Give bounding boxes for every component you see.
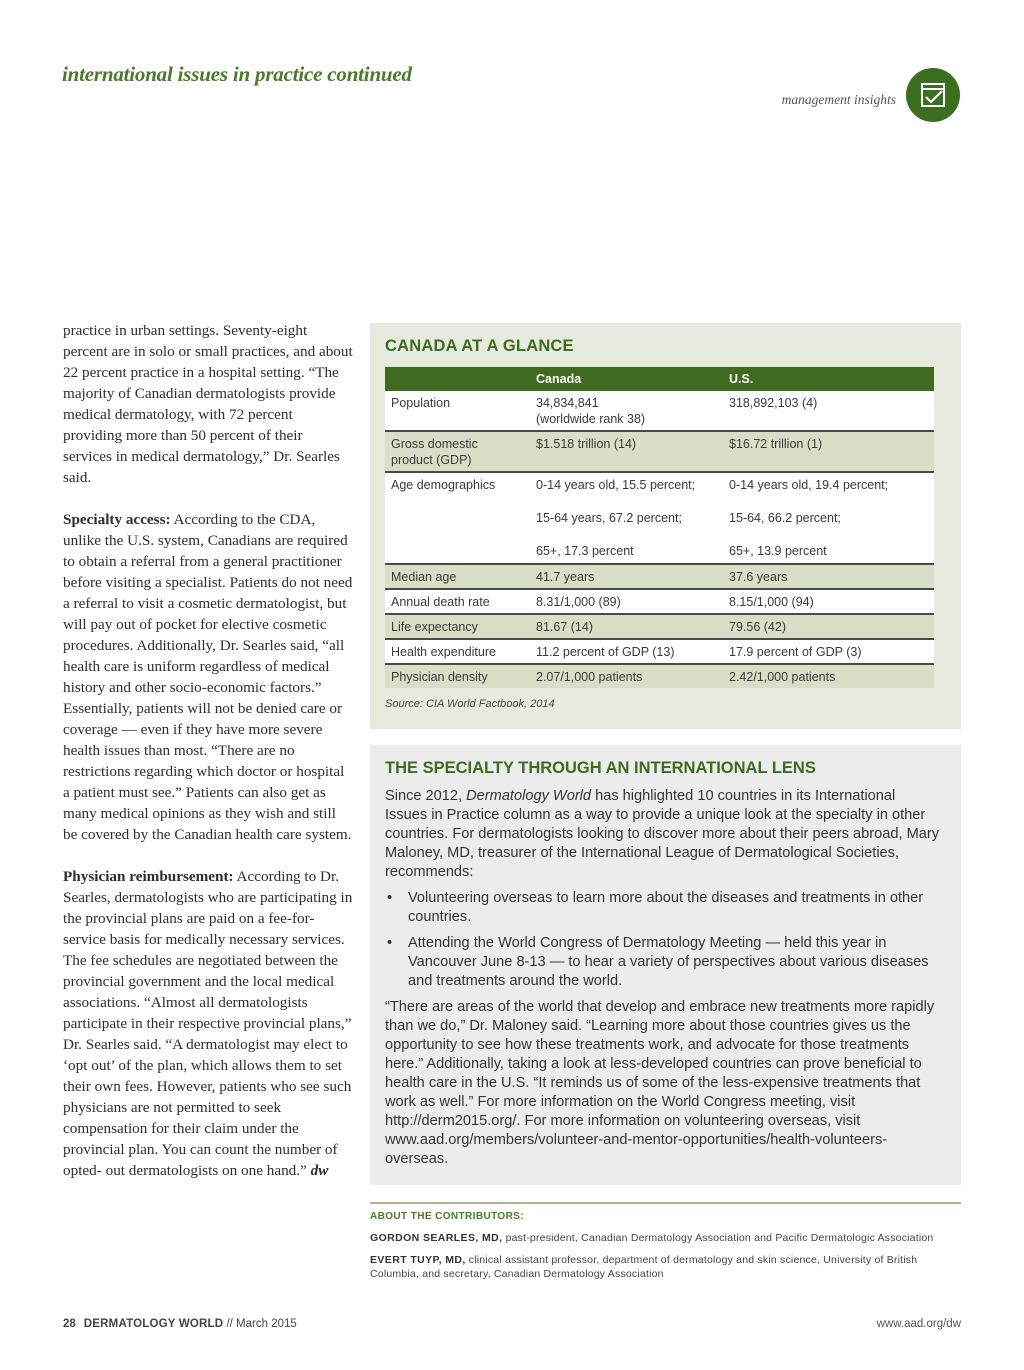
recommendation-list [385, 889, 940, 991]
list-item: • Attending the World Congress of Dermatology Meeting — held this year in Vancouver June 8-13 — to hear a variety of perspectives about various diseases and treatments around the world. [385, 934, 940, 991]
row-label: Health expenditure [385, 639, 530, 664]
contributor-entry: EVERT TUYP, MD, clinical assistant professor, department of dermatology and skin science, University of British Columbia, and secretary, Canadian Dermatology Association [370, 1254, 918, 1280]
canada-value: 2.07/1,000 patients [530, 664, 723, 688]
canada-value: 34,834,841 (worldwide rank 38) [530, 391, 723, 431]
us-value: 2.42/1,000 patients [723, 664, 934, 688]
publication-name: Dermatology World [466, 788, 592, 804]
lens-quote: “There are areas of the world that develop and embrace new treatments more rapidly than we do,” Dr. Maloney said. “Learning more about those countries gives us the opportunity to see how these treatments work, and advocate for those treatments here.” Additionally, taking a look at less-developed countries can prove beneficial to health care in the U.S. “It reminds us of some of the less-expensive treatments that work as well.” For more information on the World Congress meeting, visit http://derm2015.org/. For more information on volunteering overseas, visit www.aad.org/members/volunteer-and-mentor-opportunities/health-volunteers-overseas. [385, 999, 935, 1167]
us-value: 318,892,103 (4) [723, 391, 934, 431]
table-header-us: U.S. [723, 367, 934, 391]
table-header-blank [385, 367, 530, 391]
list-item: • Volunteering overseas to learn more about the diseases and treatments in other countries. [385, 889, 940, 927]
checklist-icon [906, 68, 960, 122]
article-body [63, 320, 353, 1202]
canada-value: 0-14 years old, 15.5 percent; 15-64 years, 67.2 percent; 65+, 17.3 percent [530, 472, 723, 564]
us-value: 8.15/1,000 (94) [723, 589, 934, 614]
us-value: 37.6 years [723, 564, 934, 589]
canada-value: $1.518 trillion (14) [530, 431, 723, 472]
us-value: 17.9 percent of GDP (3) [723, 639, 934, 664]
table-row [385, 639, 934, 664]
page-number: 28 [63, 1318, 76, 1330]
lens-title: THE SPECIALTY THROUGH AN INTERNATIONAL LENS [385, 759, 816, 777]
footer-left [63, 1318, 297, 1330]
contributor-entry: GORDON SEARLES, MD, past-president, Canadian Dermatology Association and Pacific Dermatologic Association [370, 1232, 934, 1244]
row-label: Age demographics [385, 472, 530, 564]
row-label: Life expectancy [385, 614, 530, 639]
article-paragraph: practice in urban settings. Seventy-eight percent are in solo or small practices, and about 22 percent practice in a hospital setting. “The majority of Canadian dermatologists provide medical dermatology, with 72 percent providing more than 50 percent of their services in medical dermatology,” Dr. Searles said. [63, 322, 353, 486]
paragraph-text: According to the CDA, unlike the U.S. system, Canadians are required to obtain a referral from a general practitioner before visiting a specialist. Patients do not need a referral to visit a cosmetic dermatologist, but will pay out of pocket for elective cosmetic procedures. Additionally, Dr. Searles said, “all health care is uniform regardless of medical history and other socio-economic factors.” Essentially, patients will not be denied care or coverage — even if they have more severe health issues than most. “There are no restrictions regarding which doctor or hospital a patient must see.” Patients can also get as many medical opinions as they wish and still be covered by the Canadian health care system. [63, 511, 353, 843]
section-title: international issues in practice continued [62, 62, 412, 86]
row-label: Median age [385, 564, 530, 589]
article-paragraph [63, 509, 353, 845]
glance-title: CANADA AT A GLANCE [385, 337, 574, 355]
us-value: $16.72 trillion (1) [723, 431, 934, 472]
canada-value: 81.67 (14) [530, 614, 723, 639]
paragraph-lead: Physician reimbursement: [63, 868, 234, 885]
end-mark: dw [310, 1162, 329, 1179]
table-row [385, 431, 934, 472]
row-label: Annual death rate [385, 589, 530, 614]
table-row [385, 391, 934, 431]
table-row [385, 664, 934, 688]
management-insights-badge [906, 68, 960, 122]
table-row [385, 614, 934, 639]
international-lens-box [370, 745, 961, 1185]
table-row [385, 472, 934, 564]
table-row [385, 589, 934, 614]
canada-value: 41.7 years [530, 564, 723, 589]
article-paragraph [63, 866, 353, 1181]
section-subtitle: management insights [781, 92, 896, 107]
divider [370, 1202, 961, 1204]
lens-intro: Since 2012, Dermatology World has highlighted 10 countries in its International Issues in Practice column as a way to provide a unique look at the specialty in other countries. For dermatologists looking to discover more about their peers abroad, Mary Maloney, MD, treasurer of the International League of Dermatological Societies, recommends: [385, 788, 940, 880]
row-label: Population [385, 391, 530, 431]
magazine-name: DERMATOLOGY WORLD [83, 1318, 224, 1330]
contributors-title: ABOUT THE CONTRIBUTORS: [370, 1211, 525, 1222]
table-row [385, 564, 934, 589]
glance-table [385, 367, 934, 688]
row-label: Physician density [385, 664, 530, 688]
row-label: Gross domestic product (GDP) [385, 431, 530, 472]
table-source: Source: CIA World Factbook, 2014 [385, 698, 555, 710]
table-header-canada: Canada [530, 367, 723, 391]
footer-url[interactable]: www.aad.org/dw [876, 1318, 961, 1330]
paragraph-text: According to Dr. Searles, dermatologists who are participating in the provincial plans are paid on a fee-for-service basis for medically necessary services. The fee schedules are negotiated between the provincial government and the local medical associations. “Almost all dermatologists participate in their respective provincial plans,” Dr. Searles said. “A dermatologist may elect to ‘opt out’ of the plan, which allows them to set their own fees. However, patients who see such physicians are not permitted to seek compensation for their claim under the provincial plan. You can count the number of opted- out dermatologists on one hand.” [63, 868, 353, 1179]
lens-body [385, 787, 940, 1169]
us-value: 79.56 (42) [723, 614, 934, 639]
paragraph-lead: Specialty access: [63, 511, 171, 528]
canada-at-a-glance-box [370, 323, 961, 729]
issue-date: // March 2015 [223, 1318, 297, 1330]
canada-value: 11.2 percent of GDP (13) [530, 639, 723, 664]
us-value: 0-14 years old, 19.4 percent; 15-64, 66.2 percent; 65+, 13.9 percent [723, 472, 934, 564]
canada-value: 8.31/1,000 (89) [530, 589, 723, 614]
